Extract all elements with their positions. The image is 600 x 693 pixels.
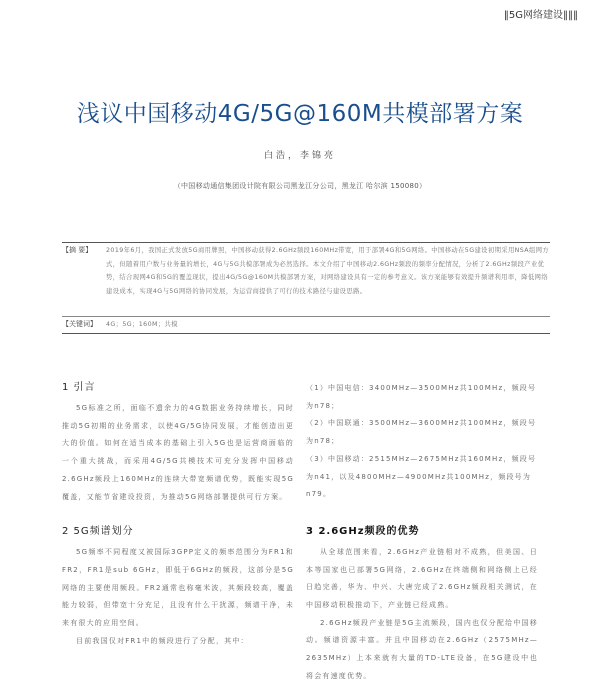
journal-section-tag: ‖5G网络建设‖‖‖: [503, 10, 578, 21]
authors: 白浩，李锦亮: [263, 151, 336, 161]
left-column: [62, 378, 294, 650]
section-1-heading: 1 引言: [62, 382, 96, 393]
section-3-paragraph: 从全球范围来看，2.6GHz产业链相对不成熟，但美国、日本等国家也已部署5G网络，2.6GHz在终端侧和网络侧上已经日趋完善，华为、中兴、大唐完成了2.6GHz频段相关测试，在中国移动积极推动下，产业链已经成熟。: [306, 547, 538, 610]
section-2-paragraph: 目前我国仅对FR1中的频段进行了分配，其中：: [76, 636, 249, 645]
keywords-text: 4G；5G；160M；共模: [106, 321, 178, 328]
right-column: [306, 380, 538, 686]
section-3-heading: 3 2.6GHz频段的优势: [306, 525, 420, 537]
abstract-text: 2019年6月，我国正式发放5G商用牌照，中国移动获得2.6GHz频段160MHz带宽，用于部署4G和5G网络。中国移动在5G建设初期采用NSA组网方式，但随着用户数与业务量的增长，4G与5G共模部署成为必然选择。本文介绍了中国移动2.6GHz频段的频率分配情况，分析了2.6GHz频段产业优势，结合现网4G和5G的覆盖现状，提出4G/5G@160M共模部署方案，对网络建设具有一定的参考意义。该方案能够有效提升频谱利用率，降低网络建设成本，实现4G与5G网络的协同发展，为运营商提供了可行的技术路径与建设思路。: [106, 247, 550, 295]
abstract-bottom-rule: [62, 333, 550, 334]
section-2-paragraph: 5G频率不同程度又被国际3GPP定义的频率范围分为FR1和FR2，FR1是sub 6GHz，即低于6GHz的频段，这部分是5G网络的主要使用频段。FR2通常也称毫米波，其频段较高，覆盖能力较弱，但带宽十分充足，且没有什么干扰源，频谱干净，未来有很大的应用空间。: [62, 548, 294, 628]
section-2-heading: 2 5G频谱划分: [62, 526, 134, 538]
allocation-item: （1）中国电信：3400MHz—3500MHz共100MHz，频段号为n78；: [306, 384, 537, 410]
section-1-paragraph: 5G标准之所，面临不遗余力的4G数据业务持续增长，同时推动5G初期的业务需求，以使4G/5G协同发展，才能创造出更大的价值。如何在适当成本的基础上引入5G也是运营商面临的一个重大挑战，而采用4G/5G共模技术可充分发挥中国移动2.6GHz频段上160MHz的连续大带宽频谱优势，既能实现5G覆盖，又能节省建设投资，为推动5G网络部署提供可行方案。: [62, 404, 294, 501]
affiliation: （中国移动通信集团设计院有限公司黑龙江分公司，黑龙江 哈尔滨 150080）: [173, 182, 427, 190]
allocation-item: （3）中国移动：2515MHz—2675MHz共160MHz，频段号为n41，以及4800MHz—4900MHz共100MHz，频段号为n79。: [306, 454, 537, 499]
keywords-block: [62, 318, 550, 332]
abstract-block: [62, 244, 550, 298]
allocation-item: （2）中国联通：3500MHz—3600MHz共100MHz，频段号为n78；: [306, 419, 537, 446]
abstract-top-rule: [62, 242, 550, 243]
abstract-keywords-divider: [62, 316, 550, 317]
abstract-label: 【摘 要】: [62, 246, 93, 254]
section-3-paragraph: 2.6GHz频段产业链是5G主流频段，国内也仅分配给中国移动。频谱资源丰富。并且中国移动在2.6GHz（2575MHz—2635MHz）上本来就有大量的TD-LTE设备，在5G建设中也将会有速度优势。: [306, 618, 538, 680]
keywords-label: 【关键词】: [62, 320, 97, 328]
article-title: 浅议中国移动4G/5G@160M共模部署方案: [76, 101, 524, 127]
